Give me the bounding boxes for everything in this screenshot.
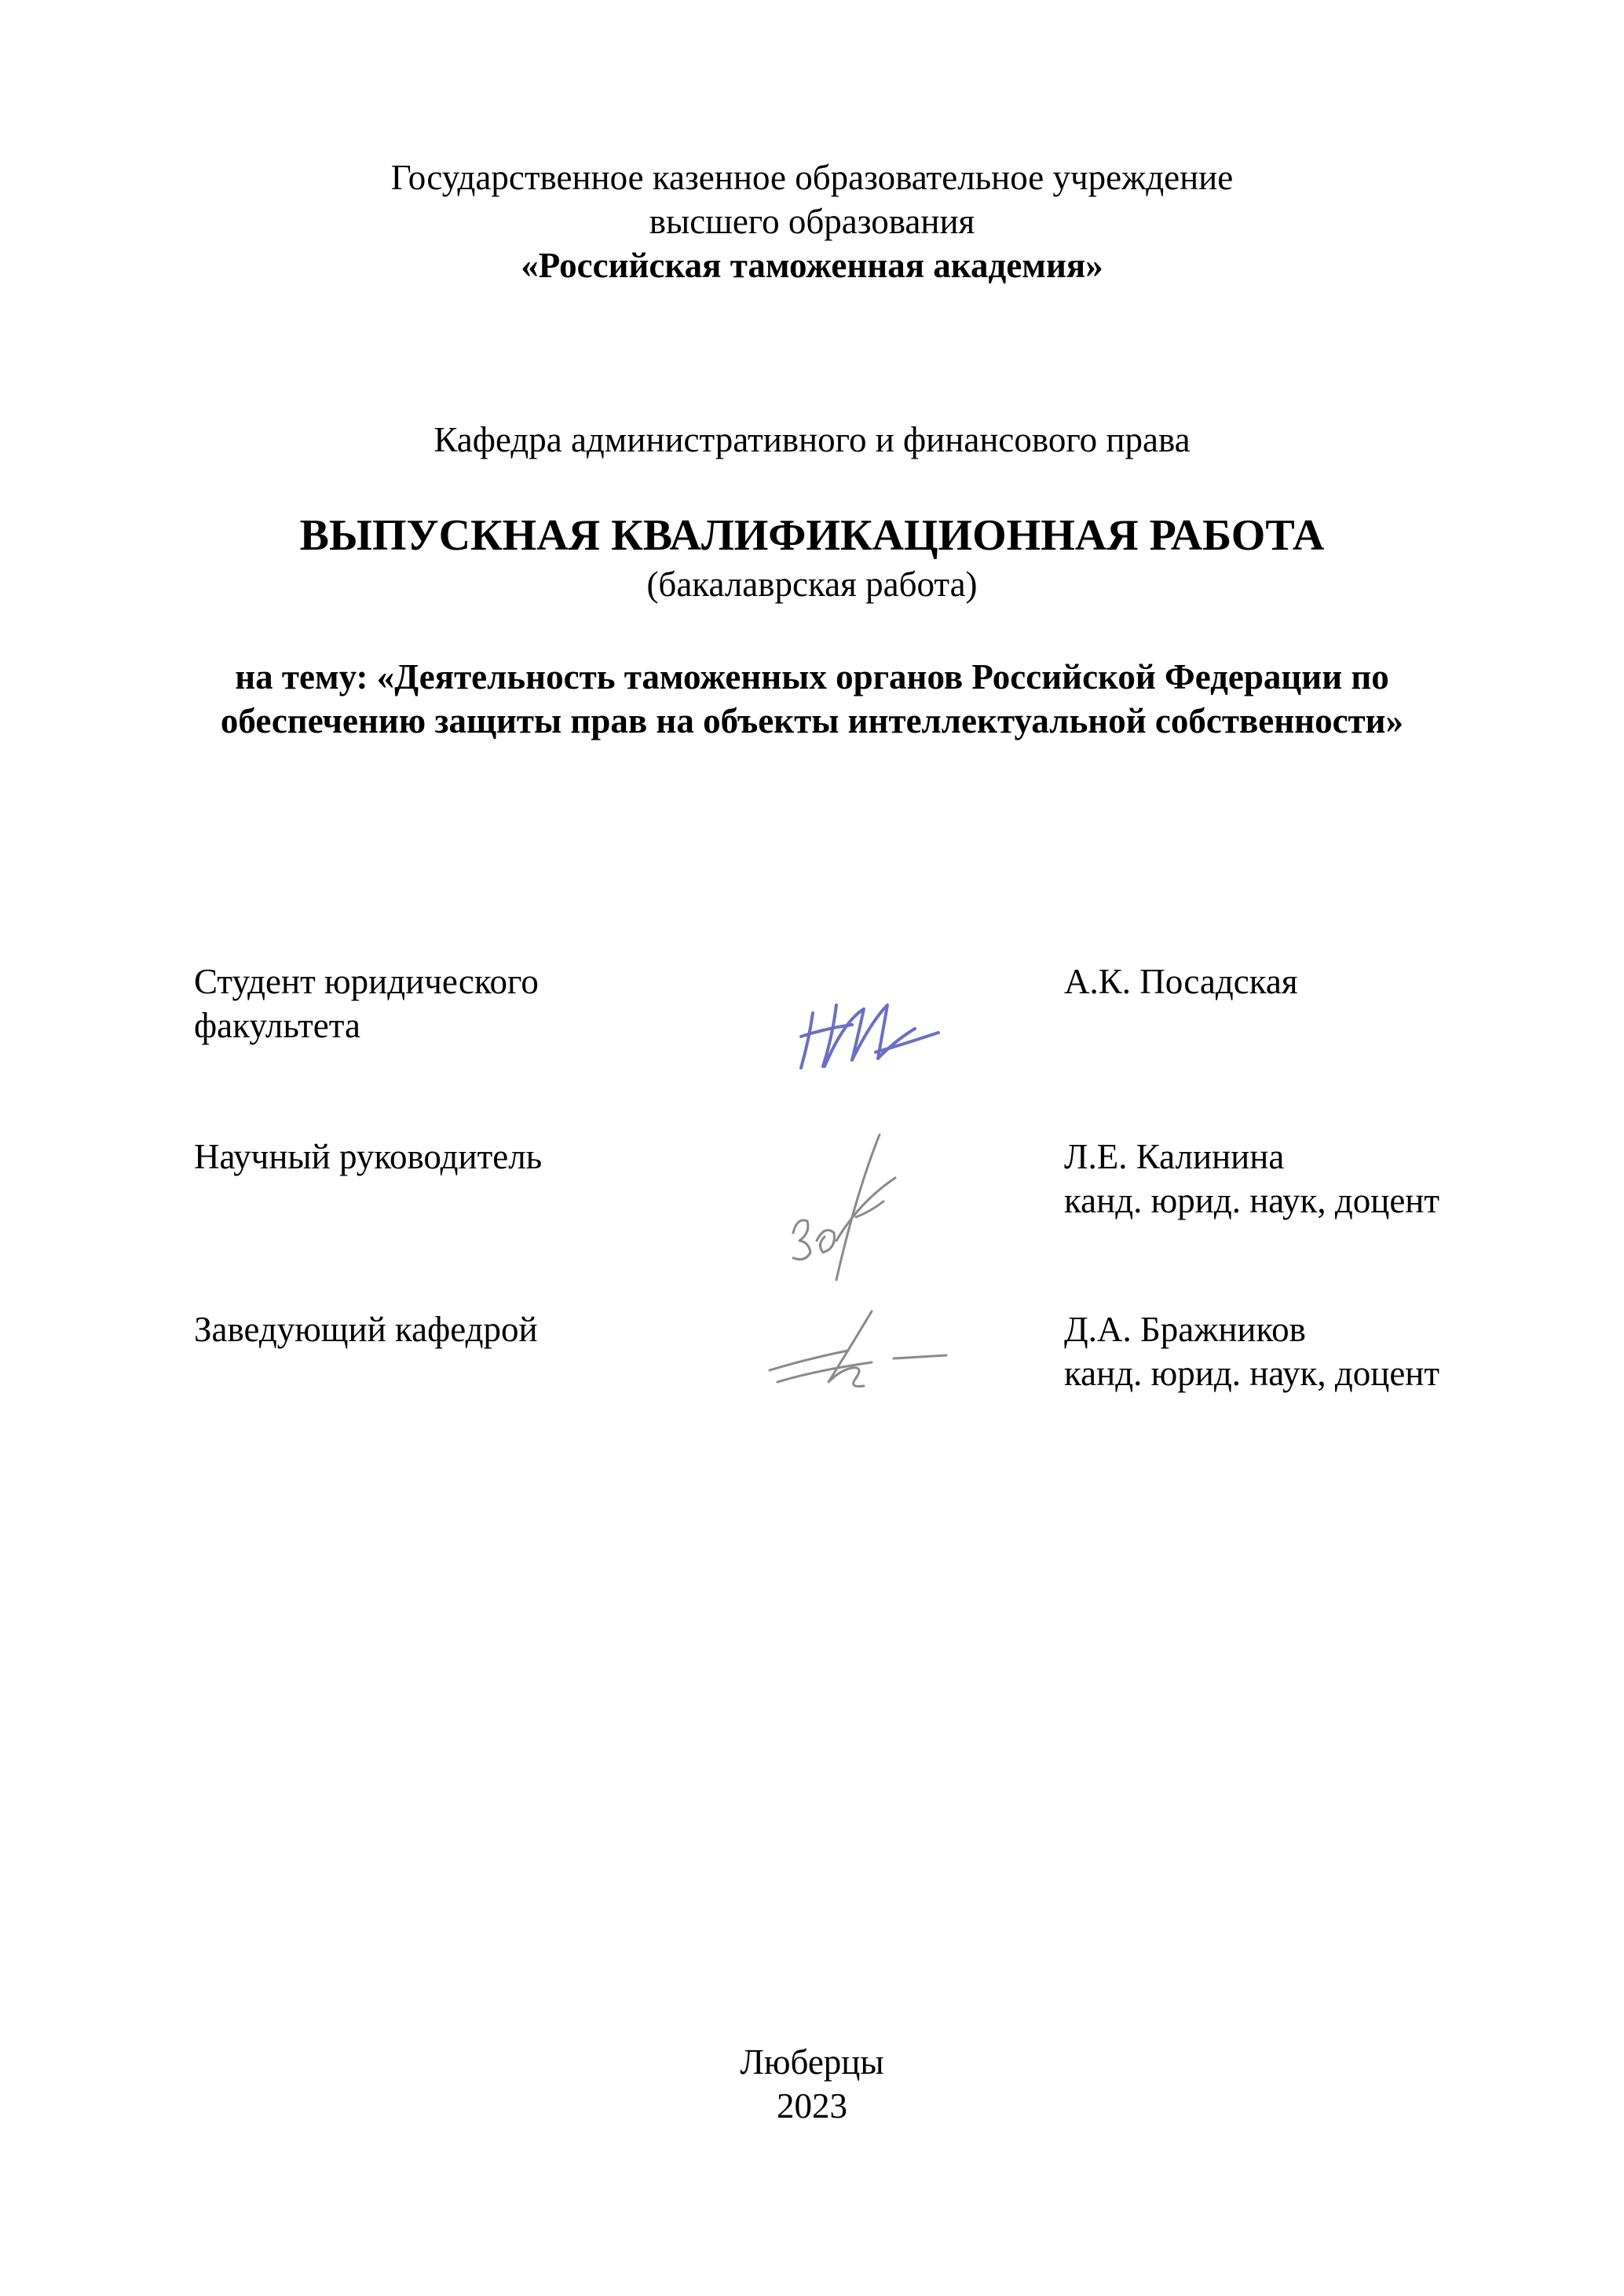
institution-name: «Российская таможенная академия» xyxy=(521,246,1103,285)
head-of-department-signature xyxy=(754,1296,958,1413)
work-subtitle: (бакалаврская работа) xyxy=(646,565,978,604)
head-of-department-role: Заведующий кафедрой xyxy=(194,1310,538,1349)
supervisor-signature xyxy=(762,1123,935,1296)
year: 2023 xyxy=(777,2086,847,2126)
student-signature xyxy=(777,966,950,1084)
topic-line-2: обеспечению защиты прав на объекты интеллектуальной собственности» xyxy=(220,701,1404,740)
supervisor-name: Л.Е. Калинина xyxy=(1064,1137,1285,1176)
supervisor-role: Научный руководитель xyxy=(194,1137,543,1176)
head-of-department-name: Д.А. Бражников xyxy=(1064,1310,1306,1349)
supervisor-degree: канд. юрид. наук, доцент xyxy=(1064,1181,1440,1220)
institution-line-2: высшего образования xyxy=(649,202,975,241)
student-name: А.К. Посадская xyxy=(1064,962,1298,1001)
institution-line-1: Государственное казенное образовательное учреждение xyxy=(390,158,1234,197)
topic-line-1: на тему: «Деятельность таможенных органов Российской Федерации по xyxy=(235,657,1389,696)
city: Люберцы xyxy=(740,2042,884,2082)
work-title: ВЫПУСКНАЯ КВАЛИФИКАЦИОННАЯ РАБОТА xyxy=(299,511,1325,560)
student-role-line-2: факультета xyxy=(194,1006,360,1045)
student-role-line-1: Студент юридического xyxy=(194,962,539,1001)
department: Кафедра административного и финансового права xyxy=(433,420,1191,459)
head-of-department-degree: канд. юрид. наук, доцент xyxy=(1064,1354,1440,1393)
